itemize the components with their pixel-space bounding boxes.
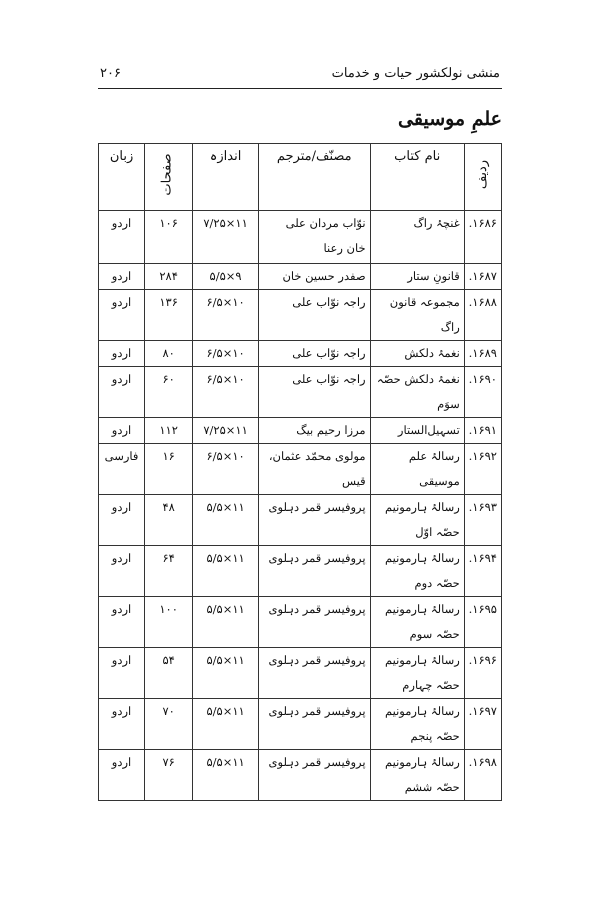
author-name: پروفیسر قمر دہلوی bbox=[258, 648, 370, 699]
author-name: پروفیسر قمر دہلوی bbox=[258, 495, 370, 546]
book-size: ۱۰×۶/۵ bbox=[193, 290, 259, 341]
row-number: ۱۶۹۳. bbox=[464, 495, 501, 546]
page-header bbox=[98, 64, 502, 89]
book-title: رسالۂ ہارمونیم حصّہ پنجم bbox=[370, 699, 464, 750]
row-number: ۱۶۹۰. bbox=[464, 367, 501, 418]
header-number: ردیف bbox=[464, 144, 501, 211]
table-row bbox=[99, 367, 502, 418]
book-size: ۱۱×۵/۵ bbox=[193, 699, 259, 750]
row-number: ۱۶۹۵. bbox=[464, 597, 501, 648]
row-number: ۱۶۹۶. bbox=[464, 648, 501, 699]
author-name: مرزا رحیم بیگ bbox=[258, 418, 370, 444]
table-row bbox=[99, 264, 502, 290]
header-author: مصنّف/مترجم bbox=[258, 144, 370, 211]
row-number: ۱۶۹۷. bbox=[464, 699, 501, 750]
table-header-row bbox=[99, 144, 502, 211]
author-name: راجہ نوّاب علی bbox=[258, 341, 370, 367]
catalog-table bbox=[98, 143, 502, 801]
page-count: ۴۸ bbox=[145, 495, 193, 546]
table-row bbox=[99, 211, 502, 264]
book-title: رسالۂ ہارمونیم حصّہ اوّل bbox=[370, 495, 464, 546]
book-size: ۹×۵/۵ bbox=[193, 264, 259, 290]
table-row bbox=[99, 750, 502, 801]
language: اردو bbox=[99, 211, 145, 264]
table-row bbox=[99, 495, 502, 546]
book-size: ۱۰×۶/۵ bbox=[193, 367, 259, 418]
book-title: رسالۂ ہارمونیم حصّہ سوم bbox=[370, 597, 464, 648]
author-name: پروفیسر قمر دہلوی bbox=[258, 597, 370, 648]
page-number: ۲۰۶ bbox=[100, 66, 121, 81]
language: اردو bbox=[99, 495, 145, 546]
book-size: ۱۱×۷/۲۵ bbox=[193, 418, 259, 444]
language: اردو bbox=[99, 597, 145, 648]
book-size: ۱۱×۵/۵ bbox=[193, 495, 259, 546]
author-name: راجہ نوّاب علی bbox=[258, 290, 370, 341]
language: اردو bbox=[99, 367, 145, 418]
table-row bbox=[99, 341, 502, 367]
page-count: ۱۳۶ bbox=[145, 290, 193, 341]
book-title: نغمۂ دلکش حصّہ سوَم bbox=[370, 367, 464, 418]
book-size: ۱۰×۶/۵ bbox=[193, 444, 259, 495]
table-row bbox=[99, 418, 502, 444]
book-size: ۱۱×۵/۵ bbox=[193, 546, 259, 597]
page-count: ۱۱۲ bbox=[145, 418, 193, 444]
language: اردو bbox=[99, 290, 145, 341]
book-title: غنچۂ راگ bbox=[370, 211, 464, 264]
language: فارسی bbox=[99, 444, 145, 495]
book-title: رسالۂ ہارمونیم حصّہ چہارم bbox=[370, 648, 464, 699]
book-size: ۱۱×۵/۵ bbox=[193, 750, 259, 801]
book-size: ۱۱×۵/۵ bbox=[193, 648, 259, 699]
book-title: رسالۂ علم موسیقی bbox=[370, 444, 464, 495]
table-row bbox=[99, 597, 502, 648]
table-row bbox=[99, 546, 502, 597]
page-count: ۵۴ bbox=[145, 648, 193, 699]
page-count: ۷۶ bbox=[145, 750, 193, 801]
book-title: رسالۂ ہارمونیم حصّہ دوم bbox=[370, 546, 464, 597]
book-title: نغمۂ دلکش bbox=[370, 341, 464, 367]
header-language: زبان bbox=[99, 144, 145, 211]
author-name: پروفیسر قمر دہلوی bbox=[258, 750, 370, 801]
book-size: ۱۰×۶/۵ bbox=[193, 341, 259, 367]
author-name: پروفیسر قمر دہلوی bbox=[258, 699, 370, 750]
section-title: علمِ موسیقی bbox=[398, 108, 502, 130]
table-row bbox=[99, 290, 502, 341]
page-count: ۶۴ bbox=[145, 546, 193, 597]
book-size: ۱۱×۵/۵ bbox=[193, 597, 259, 648]
author-name: مولوی محمّد عثمان، قیس bbox=[258, 444, 370, 495]
table-row bbox=[99, 699, 502, 750]
row-number: ۱۶۸۷. bbox=[464, 264, 501, 290]
header-size: اندازہ bbox=[193, 144, 259, 211]
row-number: ۱۶۸۹. bbox=[464, 341, 501, 367]
table-row bbox=[99, 444, 502, 495]
author-name: راجہ نوّاب علی bbox=[258, 367, 370, 418]
row-number: ۱۶۸۶. bbox=[464, 211, 501, 264]
row-number: ۱۶۹۱. bbox=[464, 418, 501, 444]
row-number: ۱۶۹۲. bbox=[464, 444, 501, 495]
book-title: رسالۂ ہارمونیم حصّہ ششم bbox=[370, 750, 464, 801]
language: اردو bbox=[99, 418, 145, 444]
running-title: منشی نولکشور حیات و خدمات bbox=[331, 66, 500, 81]
row-number: ۱۶۸۸. bbox=[464, 290, 501, 341]
page-count: ۲۸۴ bbox=[145, 264, 193, 290]
book-title: قانونِ ستار bbox=[370, 264, 464, 290]
book-size: ۱۱×۷/۲۵ bbox=[193, 211, 259, 264]
book-title: تسہیل‌الستار bbox=[370, 418, 464, 444]
language: اردو bbox=[99, 264, 145, 290]
author-name: نوّاب مردان علی خان رعنا bbox=[258, 211, 370, 264]
book-title: مجموعہ قانون راگ bbox=[370, 290, 464, 341]
table-row bbox=[99, 648, 502, 699]
page-count: ۱۰۶ bbox=[145, 211, 193, 264]
row-number: ۱۶۹۴. bbox=[464, 546, 501, 597]
language: اردو bbox=[99, 750, 145, 801]
header-pages: صفحات bbox=[145, 144, 193, 211]
header-title: نام کتاب bbox=[370, 144, 464, 211]
language: اردو bbox=[99, 546, 145, 597]
page-count: ۸۰ bbox=[145, 341, 193, 367]
language: اردو bbox=[99, 341, 145, 367]
language: اردو bbox=[99, 648, 145, 699]
page-count: ۱۰۰ bbox=[145, 597, 193, 648]
page-count: ۷۰ bbox=[145, 699, 193, 750]
page-count: ۶۰ bbox=[145, 367, 193, 418]
page-count: ۱۶ bbox=[145, 444, 193, 495]
author-name: پروفیسر قمر دہلوی bbox=[258, 546, 370, 597]
language: اردو bbox=[99, 699, 145, 750]
row-number: ۱۶۹۸. bbox=[464, 750, 501, 801]
author-name: صفدر حسین خان bbox=[258, 264, 370, 290]
